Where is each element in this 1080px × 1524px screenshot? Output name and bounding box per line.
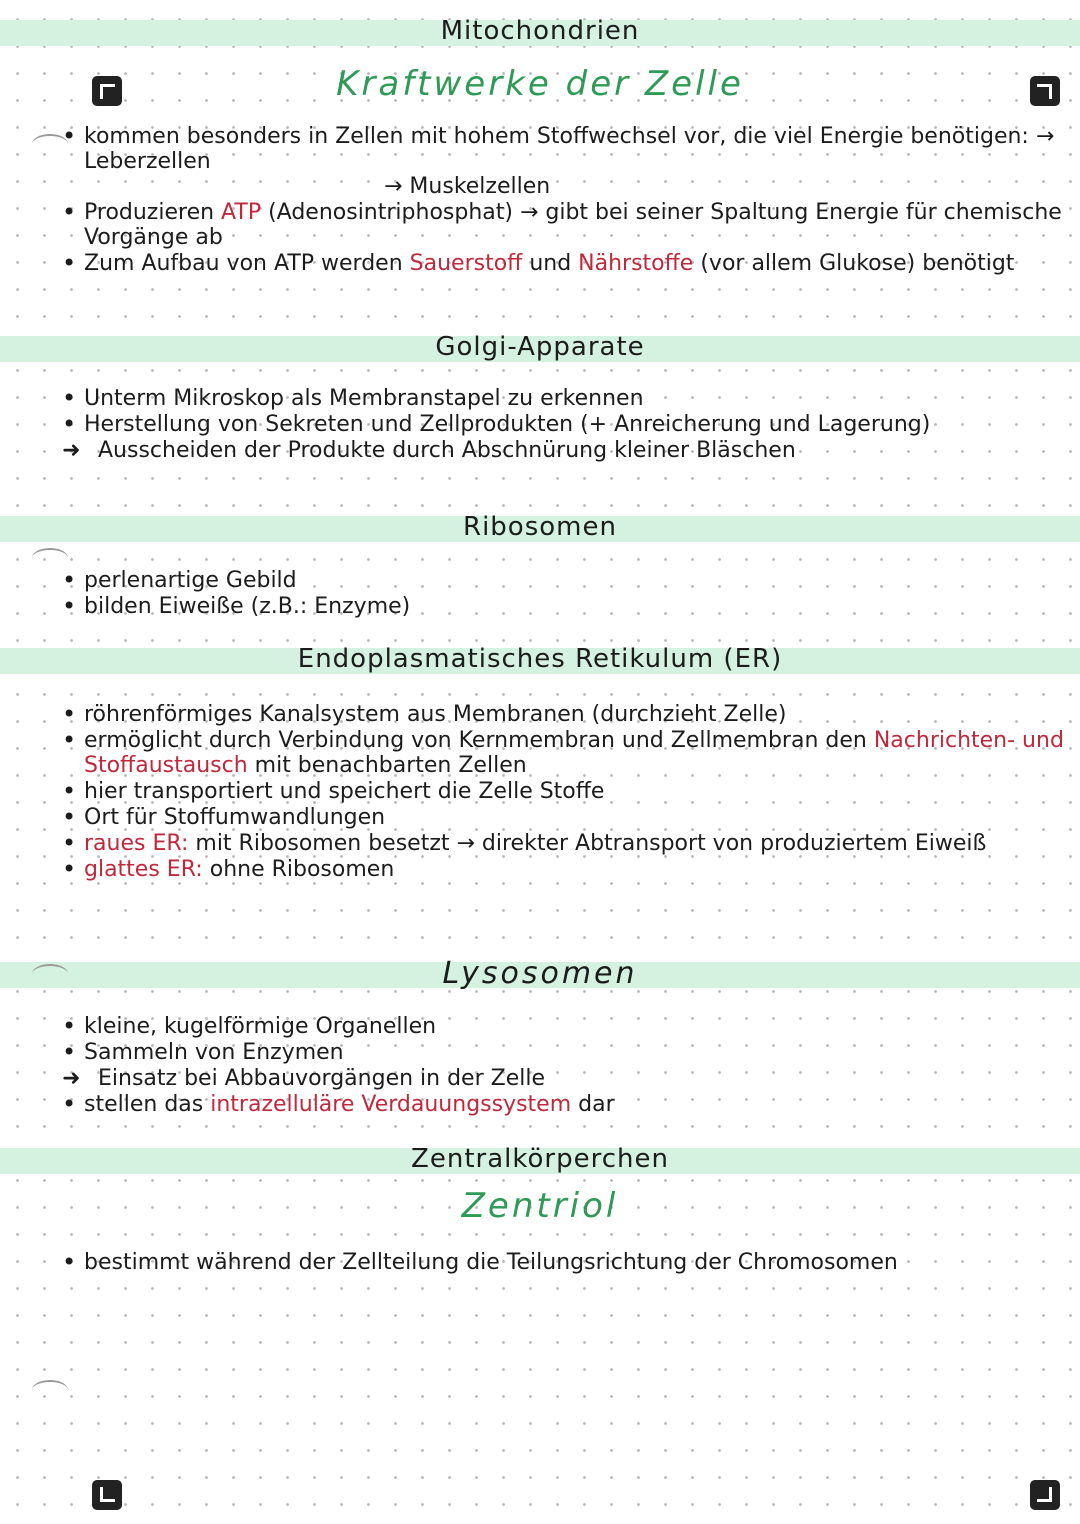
list-item: • glattes ER: ohne Ribosomen: [62, 857, 1072, 882]
list-item: • bilden Eiweiße (z.B.: Enzyme): [62, 594, 1072, 619]
list-item: • kommen besonders in Zellen mit hohem Stoffwechsel vor, die viel Energie benötigen: → Leberzellen → Muskelzellen: [62, 124, 1072, 199]
list-item: • röhrenförmiges Kanalsystem aus Membranen (durchzieht Zelle): [62, 702, 1072, 727]
list-item: • kleine, kugelförmige Organellen: [62, 1014, 1072, 1039]
section-title-mitochondrien: Mitochondrien: [440, 16, 640, 46]
list-item: • Herstellung von Sekreten und Zellprodukten (+ Anreicherung und Lagerung): [62, 412, 1072, 437]
section-title-lysosomen: Lysosomen: [442, 956, 638, 991]
list-item: • Zum Aufbau von ATP werden Sauerstoff und Nährstoffe (vor allem Glukose) benötigt: [62, 251, 1072, 276]
list-item: • Sammeln von Enzymen: [62, 1040, 1072, 1065]
list-item: • bestimmt während der Zellteilung die Teilungsrichtung der Chromosomen: [62, 1250, 1072, 1275]
ribosomen-list: [62, 568, 1072, 620]
section-title-golgi: Golgi-Apparate: [435, 332, 645, 362]
list-item: • Unterm Mikroskop als Membranstapel zu erkennen: [62, 386, 1072, 411]
hole-mark-icon: [32, 548, 68, 568]
list-item: • Ort für Stoffumwandlungen: [62, 805, 1072, 830]
list-item: • ermöglicht durch Verbindung von Kernmembran und Zellmembran den Nachrichten- und Stoffaustausch mit benachbarten Zellen: [62, 728, 1072, 778]
corner-marker-icon: [92, 1480, 122, 1510]
list-item: • Produzieren ATP (Adenosintriphosphat) → gibt bei seiner Spaltung Energie für chemische Vorgänge ab: [62, 200, 1072, 250]
hole-mark-icon: [32, 1380, 68, 1400]
list-item: • stellen das intrazelluläre Verdauungssystem dar: [62, 1092, 1072, 1117]
zentral-list: [62, 1250, 1072, 1276]
list-item: • raues ER: mit Ribosomen besetzt → direkter Abtransport von produziertem Eiweiß: [62, 831, 1072, 856]
section-subtitle-zentriol: Zentriol: [461, 1186, 619, 1226]
mitochondrien-list: [62, 124, 1072, 277]
list-item: • perlenartige Gebild: [62, 568, 1072, 593]
list-item: ➜ Ausscheiden der Produkte durch Abschnürung kleiner Bläschen: [62, 438, 1072, 463]
section-title-er: Endoplasmatisches Retikulum (ER): [297, 644, 783, 674]
section-subtitle-mitochondrien: Kraftwerke der Zelle: [336, 64, 744, 104]
list-item: • hier transportiert und speichert die Zelle Stoffe: [62, 779, 1072, 804]
section-title-zentralkoerperchen: Zentralkörperchen: [411, 1144, 669, 1174]
er-list: [62, 702, 1072, 883]
golgi-list: [62, 386, 1072, 464]
corner-marker-icon: [1030, 1480, 1060, 1510]
list-item: ➜ Einsatz bei Abbauvorgängen in der Zelle: [62, 1066, 1072, 1091]
section-title-ribosomen: Ribosomen: [463, 512, 617, 542]
lysosomen-list: [62, 1014, 1072, 1118]
